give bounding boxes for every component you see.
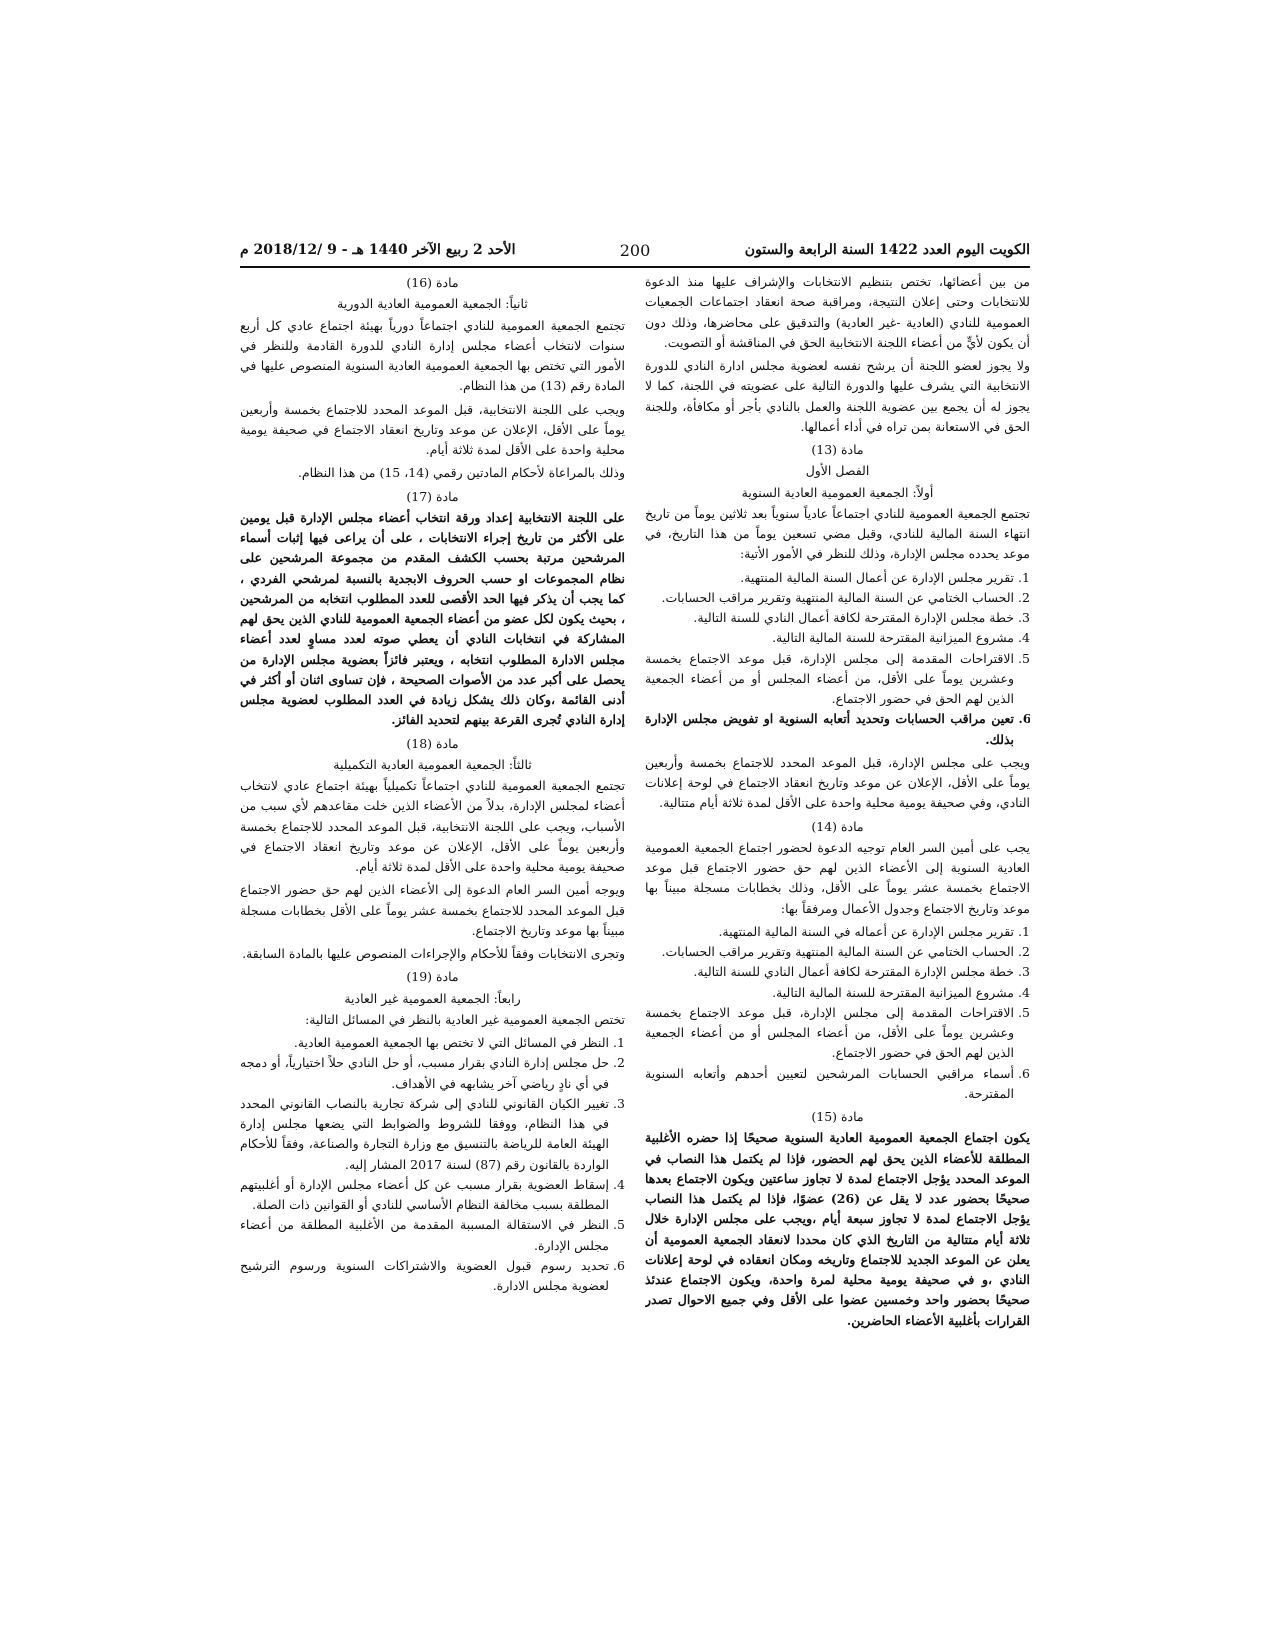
paragraph: تختص الجمعية العمومية غير العادية بالنظر في المسائل التالية:	[305, 1011, 625, 1027]
section-heading: ثانياً: الجمعية العمومية العادية الدورية	[337, 296, 528, 312]
list-item: 3. خطة مجلس الإدارة المقترحة لكافة أعمال النادي للسنة التالية.	[645, 962, 1014, 982]
list-item: 4. مشروع الميزانية المقترحة للسنة المالية التالية.	[645, 983, 1014, 1003]
article-heading: مادة (16)	[406, 275, 459, 290]
article-heading: مادة (13)	[811, 442, 864, 457]
list	[645, 922, 1030, 1104]
list-item: 6. أسماء مراقبي الحسابات المرشحين لتعيين أحدهم وأتعابه السنوية المقترحة.	[645, 1064, 1014, 1105]
list-item: 1. النظر في المسائل التي لا تختص بها الجمعية العمومية العادية.	[240, 1033, 609, 1053]
list-item: 3. خطة مجلس الإدارة المقترحة لكافة أعمال النادي للسنة التالية.	[645, 608, 1014, 628]
article-heading: مادة (14)	[811, 818, 864, 834]
article-heading: مادة (15)	[811, 1109, 864, 1124]
paragraph: يكون اجتماع الجمعية العمومية العادية السنوية صحيحًا إذا حضره الأغلبية المطلقة للأعضاء الذين يحق لهم الحضور، فإذا لم يكتمل هذا النصاب في الموعد المحدد يؤجل الاجتماع لمدة لا تجاوز ساعتين ويكون الاجتماع بعدها صحيحًا بحضور عدد لا يقل عن (26) عضوًا، فإذا لم يكتمل هذا النصاب يؤجل الاجتماع لمدة لا تجاوز سبعة أيام ،ويجب على مجلس الإدارة خلال ثلاثة أيام متتالية من التاريخ الذي كان محددا لانعقاد الجمعية العمومية أن يعلن عن الموعد الجديد للاجتماع وتاريخه ومكان انعقاده في لوحة إعلانات النادي ،و في صحيفة يومية محلية لمرة واحدة، ويكون الاجتماع عندئذ صحيحًا بحضور واحد وخمسين عضوا على الأقل وفي جميع الاحوال تصدر القرارات بأغلبية الأعضاء الحاضرين.	[645, 1130, 1030, 1328]
list-item: 3. تغيير الكيان القانوني للنادي إلى شركة تجارية بالنصاب القانوني المحدد في هذا النظام، ووفقا للشروط والضوابط التي يضعها مجلس إدارة الهيئة العامة للرياضة بالتنسيق مع وزارة التجارة والصناعة، وفقاً للأحكام الواردة بالقانون رقم (87) لسنة 2017 المشار إليه.	[240, 1094, 609, 1175]
section-heading: أولاً: الجمعية العمومية العادية السنوية	[741, 484, 934, 500]
paragraph: وذلك بالمراعاة لأحكام المادتين رقمي (14، 15) من هذا النظام.	[297, 465, 625, 481]
page-header	[240, 240, 1030, 268]
article-heading: مادة (18)	[406, 735, 459, 751]
paragraph: ولا يجوز لعضو اللجنة أن يرشح نفسه لعضوية مجلس ادارة النادي للدورة الانتخابية التي يشرف عليها والدورة التالية على عضويته في اللجنة، كما لا يجوز له أن يجمع بين عضوية اللجنة والعمل بالنادي بأجر أو مكافأة، وللجنة الحق في الاستعانة بمن تراه في أداء أعمالها.	[645, 358, 1030, 434]
list	[240, 1033, 625, 1296]
paragraph: يجب على أمين السر العام توجيه الدعوة لحضور اجتماع الجمعية العمومية العادية السنوية إلى الأعضاء الذين لهم حق حضور الاجتماع قبل موعد الاجتماع بخمسة عشر يوماً على الأقل، وذلك بخطابات مسجلة مبيناً بها موعد وتاريخ الاجتماع وجدول الأعمال ومرفقاً بها:	[645, 839, 1030, 916]
list-item: 2. الحساب الختامي عن السنة المالية المنتهية وتقرير مراقب الحسابات.	[645, 588, 1014, 608]
paragraph: تجتمع الجمعية العمومية للنادي اجتماعاً دورياً بهيئة اجتماع عادي كل أربع سنوات لانتخاب أعضاء مجلس إدارة النادي للدورة القادمة وللنظر في الأمور التي تختص بها الجمعية العمومية العادية السنوية المنصوص عليها في المادة رقم (13) من هذا النظام.	[240, 317, 625, 394]
paragraph: من بين أعضائها، تختص بتنظيم الانتخابات والإشراف عليها منذ الدعوة للانتخابات وحتى إعلان النتيجة، ومراقبة صحة انعقاد اجتماعات الجمعيات العمومية للنادي (العادية -غير العادية) والتدقيق على محاضرها، وذلك دون أن يكون لأيٍّ من أعضاء اللجنة الانتخابية الحق في المناقشة أو التصويت.	[645, 274, 1030, 350]
list-item: 1. تقرير مجلس الإدارة عن أعماله في السنة المالية المنتهية.	[645, 922, 1014, 942]
list-item: 2. حل مجلس إدارة النادي بقرار مسبب، أو حل النادي حلاً اختيارياً، أو دمجه في أي نادٍ رياضي آخر يشابهه في الأهداف.	[240, 1053, 609, 1094]
list-item: 5. الاقتراحات المقدمة إلى مجلس الإدارة، قبل موعد الاجتماع بخمسة وعشرين يوماً على الأقل، من أعضاء المجلس أو من أعضاء الجمعية الذين لهم الحق في حضور الاجتماع.	[645, 649, 1014, 710]
paragraph: تجتمع الجمعية العمومية للنادي اجتماعاً عادياً سنوياً بعد ثلاثين يوماً من تاريخ انتهاء السنة المالية للنادي، وقبل مضي تسعين يوماً من هذا التاريخ، في موعد يحدده مجلس الإدارة، وذلك للنظر في الأمور الأتية:	[645, 505, 1030, 562]
article-heading: مادة (19)	[406, 969, 459, 985]
paragraph: على اللجنة الانتخابية إعداد ورقة انتخاب أعضاء مجلس الإدارة قبل يومين على الأكثر من تاريخ إجراء الانتخابات ، على أن يراعى فيها إثبات أسماء المرشحين مرتبة بحسب الكشف المقدم من مجموعة المرشحين على نظام المجموعات او حسب الحروف الابجدية بالنسبة لمرشحي الفردي ، كما يجب أن يذكر فيها الحد الأقصى للعدد المطلوب انتخابه من المرشحين ، بحيث يكون لكل عضو من أعضاء الجمعية العمومية للنادي الذين يحق لهم المشاركة في انتخابات النادي أن يعطي صوته لعدد مساوٍ لعدد أعضاء مجلس الادارة المطلوب انتخابه ، ويعتبر فائزاً بعضوية مجلس الإدارة من يحصل على أكبر عدد من الأصوات الصحيحة ، فإن تساوى اثنان أو أكثر في أدنى القائمة ،وكان ذلك يشكل زيادة في العدد المطلوب لعضوية مجلس إدارة النادي تُجرى القرعة بينهم لتحديد الفائز.	[240, 509, 625, 728]
list-item: 1. تقرير مجلس الإدارة عن أعمال السنة المالية المنتهية.	[645, 568, 1014, 588]
section-heading: ثالثاً: الجمعية العمومية العادية التكميلية	[333, 756, 532, 772]
newspaper-issue: الكويت اليوم العدد 1422 السنة الرابعة والستون	[744, 242, 1030, 258]
list-item: 4. مشروع الميزانية المقترحة للسنة المالية التالية.	[645, 628, 1014, 648]
page-number: 200	[619, 241, 651, 260]
paragraph: ويوجه أمين السر العام الدعوة إلى الأعضاء الذين لهم حق حضور الاجتماع قبل الموعد المحدد للاجتماع بخمسة عشر يوماً على الأقل بخطابات مسجلة مبيناً بها موعد وتاريخ الاجتماع.	[240, 882, 625, 938]
list-item: 2. الحساب الختامي عن السنة المالية المنتهية وتقرير مراقب الحسابات.	[645, 942, 1014, 962]
list	[645, 568, 1030, 750]
list-item: 6. تعين مراقب الحسابات وتحديد أتعابه السنوية او تفويض مجلس الإدارة بذلك.	[645, 709, 1014, 750]
section-heading: رابعاً: الجمعية العمومية غير العادية	[344, 990, 521, 1006]
paragraph: ويجب على مجلس الإدارة، قبل الموعد المحدد للاجتماع بخمسة وأربعين يوماً على الأقل، الإعلان عن موعد وتاريخ انعقاد الاجتماع في لوحة إعلانات النادي، وفي صحيفة يومية محلية واحدة على الأقل لمدة ثلاثة أيام متتالية.	[645, 754, 1030, 811]
paragraph: وتجرى الانتخابات وفقاً للأحكام والإجراءات المنصوص عليها بالمادة السابقة.	[242, 946, 625, 961]
article-heading: مادة (17)	[406, 488, 459, 504]
list-item: 6. تحديد رسوم قبول العضوية والاشتراكات السنوية ورسوم الترشيح لعضوية مجلس الادارة.	[240, 1256, 609, 1297]
left-column	[240, 272, 625, 1447]
paragraph: تجتمع الجمعية العمومية للنادي اجتماعاً تكميلياً بهيئة اجتماع عادي لانتخاب أعضاء لمجلس الإدارة، بدلاً من الأعضاء الذين خلت مقاعدهم لأي سبب من الأسباب، ويجب على اللجنة الانتخابية، قبل الموعد المحدد للاجتماع بخمسة وأربعين يوماً على الأقل، الإعلان عن موعد وتاريخ انعقاد الاجتماع في صحيفة يومية محلية واحدة على الأقل لمدة ثلاثة أيام.	[240, 778, 625, 874]
list-item: 5. الاقتراحات المقدمة إلى مجلس الإدارة، قبل موعد الاجتماع بخمسة وعشرين يوماً على الأقل، من أعضاء المجلس أو من أعضاء الجمعية الذين لهم الحق في حضور الاجتماع.	[645, 1003, 1014, 1064]
list-item: 4. إسقاط العضوية بقرار مسبب عن كل أعضاء مجلس الإدارة أو أغلبيتهم المطلقة بسبب مخالفة النظام الأساسي للنادي أو القوانين ذات الصلة.	[240, 1175, 609, 1216]
chapter-heading: الفصل الأول	[805, 463, 870, 479]
issue-date: الأحد 2 ربيع الآخر 1440 هـ - 9 /2018/12 م	[240, 242, 516, 258]
right-column	[645, 272, 1030, 1447]
list-item: 5. النظر في الاستقالة المسببة المقدمة من الأغلبية المطلقة من أعضاء مجلس الإدارة.	[240, 1215, 609, 1256]
paragraph: ويجب على اللجنة الانتخابية، قبل الموعد المحدد للاجتماع بخمسة وأربعين يوماً على الأقل، الإعلان عن موعد وتاريخ انعقاد الاجتماع في صحيفة يومية محلية واحدة على الأقل لمدة ثلاثة أيام.	[240, 401, 625, 457]
